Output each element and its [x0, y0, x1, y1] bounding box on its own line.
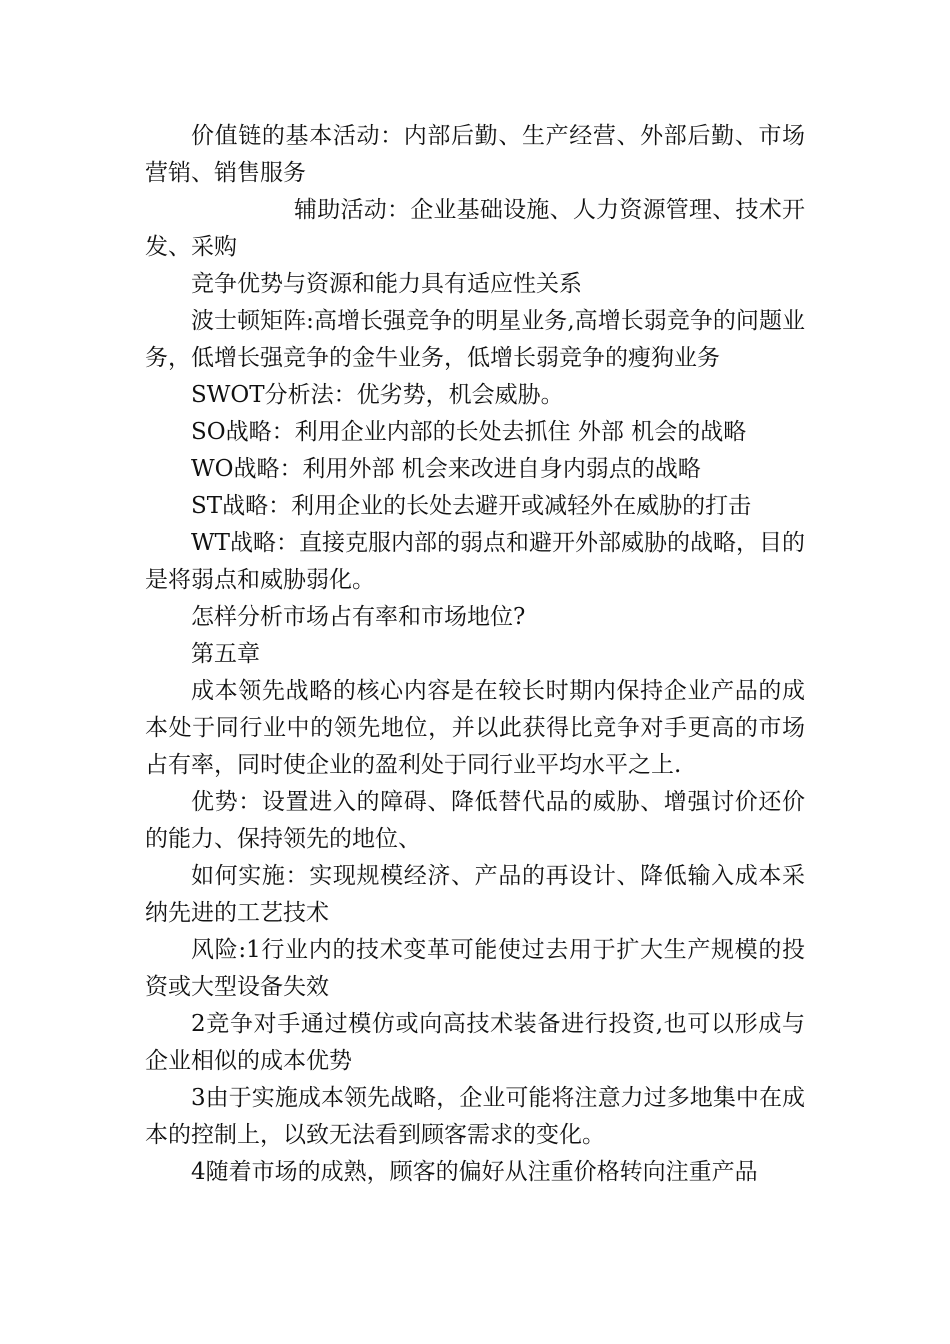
paragraph-risk-2: 2竞争对手通过模仿或向高技术装备进行投资,也可以形成与企业相似的成本优势 [145, 1011, 805, 1074]
paragraph-swot: SWOT分析法：优劣势，机会威胁。 [191, 382, 564, 408]
paragraph-value-chain-support: 辅助活动：企业基础设施、人力资源管理、技术开发、采购 [145, 197, 805, 260]
paragraph-cost-leadership: 成本领先战略的核心内容是在较长时期内保持企业产品的成本处于同行业中的领先地位，并以此获得比竞争对手更高的市场占有率，同时使企业的盈利处于同行业平均水平之上. [145, 678, 805, 778]
paragraph-wo-strategy: WO战略：利用外部 机会来改进自身内弱点的战略 [191, 456, 701, 482]
paragraph-competitive-advantage: 竞争优势与资源和能力具有适应性关系 [191, 271, 582, 297]
paragraph-so-strategy: SO战略：利用企业内部的长处去抓住 外部 机会的战略 [191, 419, 747, 445]
paragraph-risk-4: 4随着市场的成熟，顾客的偏好从注重价格转向注重产品 [191, 1159, 758, 1185]
body-text [145, 118, 805, 1191]
paragraph-boston-matrix: 波士顿矩阵:高增长强竞争的明星业务,高增长弱竞争的问题业务，低增长强竞争的金牛业务，低增长弱竞争的瘦狗业务 [145, 308, 805, 371]
paragraph-risk-3: 3由于实施成本领先战略，企业可能将注意力过多地集中在成本的控制上，以致无法看到顾客需求的变化。 [145, 1085, 805, 1148]
paragraph-risk-1: 风险:1行业内的技术变革可能使过去用于扩大生产规模的投资或大型设备失效 [145, 937, 805, 1000]
paragraph-advantages: 优势：设置进入的障碍、降低替代品的威胁、增强讨价还价的能力、保持领先的地位、 [145, 789, 805, 852]
paragraph-wt-strategy: WT战略：直接克服内部的弱点和避开外部威胁的战略，目的是将弱点和威胁弱化。 [145, 530, 805, 593]
paragraph-value-chain-primary: 价值链的基本活动：内部后勤、生产经营、外部后勤、市场营销、销售服务 [145, 123, 805, 186]
paragraph-market-share-question: 怎样分析市场占有率和市场地位? [191, 604, 526, 630]
paragraph-implementation: 如何实施：实现规模经济、产品的再设计、降低输入成本采纳先进的工艺技术 [145, 863, 805, 926]
paragraph-st-strategy: ST战略：利用企业的长处去避开或减轻外在威胁的打击 [191, 493, 752, 519]
chapter-heading: 第五章 [191, 641, 260, 667]
